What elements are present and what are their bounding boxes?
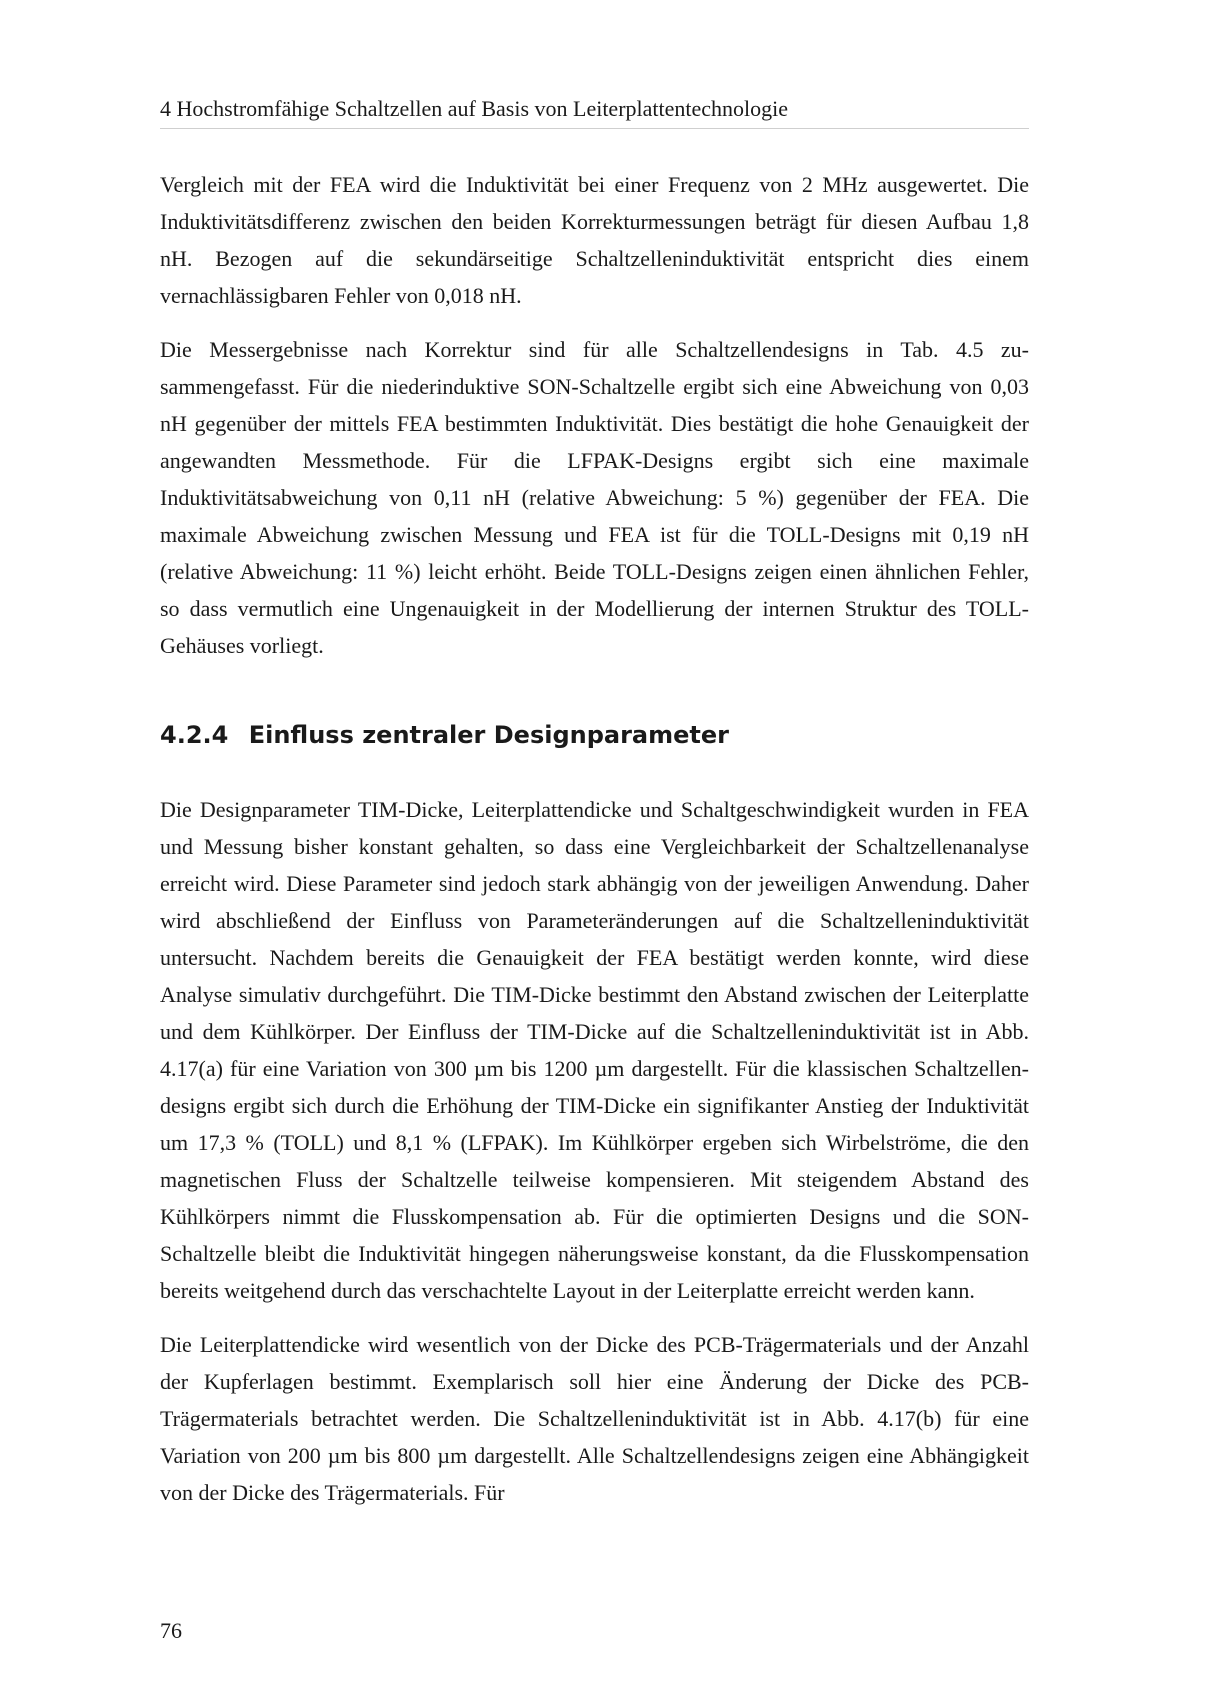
paragraph: Die Messergebnisse nach Korrektur sind für alle Schaltzellendesigns in Tab. 4.5 zusammengefasst. Für die niederinduktive SON-Schaltzelle ergibt sich eine Abweichung von 0,03 nH gegenüber der mittels FEA bestimmten Induktivität. Dies bestätigt die hohe Genauigkeit der angewandten Messmethode. Für die LFPAK-Designs ergibt sich eine maximale Induktivitätsabweichung von 0,11 nH (relative Abweichung: 5 %) gegenüber der FEA. Die maximale Abweichung zwischen Messung und FEA ist für die TOLL-Designs mit 0,19 nH (relative Abweichung: 11 %) leicht erhöht. Beide TOLL-Designs zeigen einen ähnlichen Fehler, so dass vermutlich eine Ungenauigkeit in der Modellierung der internen Struktur des TOLL-Gehäuses vorliegt. [160,337,1029,658]
paragraph: Vergleich mit der FEA wird die Induktivität bei einer Frequenz von 2 MHz ausgewertet. Die Induktivitätsdifferenz zwischen den beiden Korrekturmessungen beträgt für diesen Aufbau 1,8 nH. Bezogen auf die sekundärseitige Schaltzelleninduktivität entspricht dies einem vernachlässigbaren Fehler von 0,018 nH. [160,172,1029,308]
section-heading [160,719,1029,751]
page-content [160,166,1029,1511]
paragraph: Die Designparameter TIM-Dicke, Leiterplattendicke und Schaltgeschwindigkeit wurden in FEA und Messung bisher konstant gehalten, so dass eine Vergleichbarkeit der Schaltzellenanalyse erreicht wird. Diese Parameter sind jedoch stark abhängig von der jeweiligen Anwendung. Daher wird abschließend der Einfluss von Parameteränderungen auf die Schaltzelleninduktivität untersucht. Nachdem bereits die Genauigkeit der FEA bestätigt werden konnte, wird diese Analyse simulativ durchgeführt. Die TIM-Dicke bestimmt den Abstand zwischen der Leiterplatte und dem Kühlkörper. Der Einfluss der TIM-Dicke auf die Schaltzelleninduktivität ist in Abb. 4.17(a) für eine Variation von 300 µm bis 1200 µm dargestellt. Für die klassischen Schaltzellendesigns ergibt sich durch die Erhöhung der TIM-Dicke ein signifikanter Anstieg der Induktivität um 17,3 % (TOLL) und 8,1 % (LFPAK). Im Kühlkörper ergeben sich Wirbelströme, die den magnetischen Fluss der Schaltzelle teilweise kompensieren. Mit steigendem Abstand des Kühlkörpers nimmt die Flusskompensation ab. Für die optimierten Designs und die SON-Schaltzelle bleibt die Induktivität hingegen näherungsweise konstant, da die Flusskompensation bereits weitgehend durch das verschachtelte Layout in der Leiterplatte erreicht werden kann. [160,797,1029,1303]
running-header [160,94,1029,129]
page-number: 76 [160,1618,182,1643]
paragraph: Die Leiterplattendicke wird wesentlich von der Dicke des PCB-Trägermaterials und der Anzahl der Kupferlagen bestimmt. Exemplarisch soll hier eine Änderung der Dicke des PCB-Trägermaterials betrachtet werden. Die Schaltzelleninduktivität ist in Abb. 4.17(b) für eine Variation von 200 µm bis 800 µm dargestellt. Alle Schaltzellendesigns zeigen eine Abhängigkeit von der Dicke des Trägermaterials. Für [160,1332,1029,1505]
running-header-title: 4 Hochstromfähige Schaltzellen auf Basis von Leiterplattentechnologie [160,96,789,121]
section-number: 4.2.4 [160,721,229,749]
section-title: Einfluss zentraler Designparameter [248,721,729,749]
